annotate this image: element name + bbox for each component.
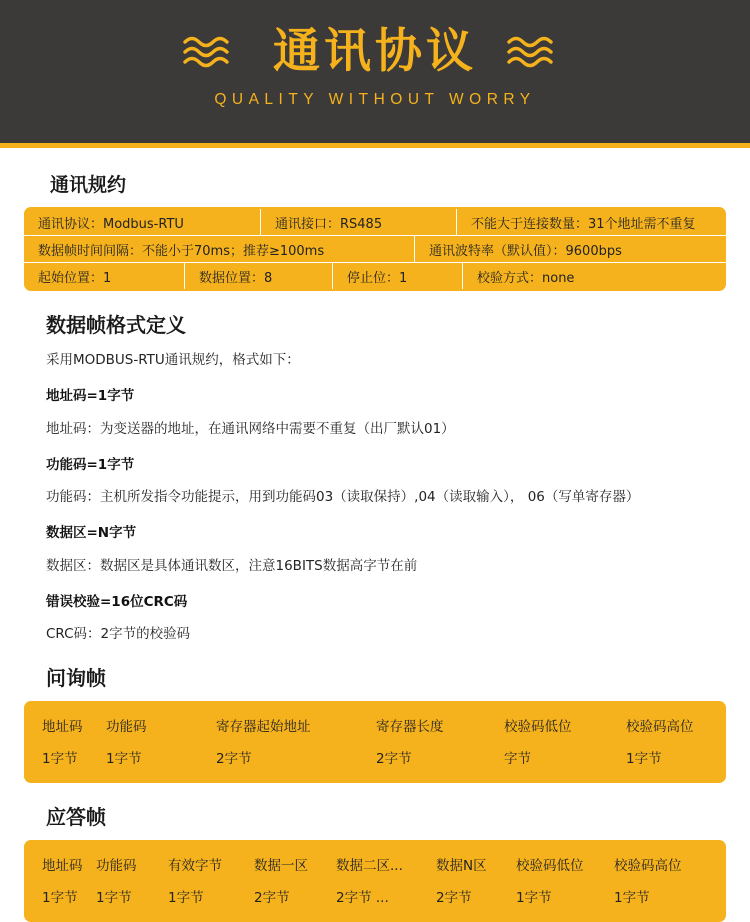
query-value-crc-high: 1字节 [626,751,662,768]
function-code-heading: 功能码=1字节 [46,456,135,473]
spec-cell-data-bit: 数据位置：8 [184,263,332,289]
wave-left-icon [183,35,243,69]
answer-frame-header-row [24,850,726,878]
page-subtitle: QUALITY WITHOUT WORRY [214,91,536,108]
answer-value-crc-high: 1字节 [614,890,650,907]
banner-content [0,24,750,109]
address-code-heading: 地址码=1字节 [46,388,135,405]
answer-frame-value-row [24,878,726,910]
query-frame-table [24,701,726,783]
banner-accent-bar [0,143,750,148]
spec-cell-start-bit: 起始位置：1 [38,270,112,286]
query-value-function: 1字节 [106,751,142,768]
spec-cell-stop-bit: 停止位：1 [332,263,462,289]
answer-value-function: 1字节 [96,890,132,907]
spec-table-row [24,262,726,289]
banner-title-row [183,24,567,79]
query-frame-header-row [24,711,726,739]
spec-cell-connections: 不能大于连接数量：31个地址需不重复 [456,209,726,235]
section-title-spec: 通讯规约 [50,174,127,196]
section-title-answer-frame: 应答帧 [46,805,106,830]
spec-cell-interface: 通讯接口：RS485 [260,209,456,235]
answer-value-data-n: 2字节 [436,890,472,907]
answer-value-address: 1字节 [42,890,78,907]
spec-cell-baudrate: 通讯波特率（默认值）：9600bps [414,236,726,262]
answer-header-valid-bytes: 有效字节 [168,858,222,875]
address-code-text: 地址码：为变送器的地址，在通讯网络中需要不重复（出厂默认01） [46,420,455,437]
frame-intro-text: 采用MODBUS-RTU通讯规约，格式如下： [46,352,300,368]
page-title: 通讯协议 [273,24,477,79]
answer-value-crc-low: 1字节 [516,890,552,907]
crc-heading: 错误校验=16位CRC码 [46,593,188,610]
section-title-query-frame: 问询帧 [46,666,106,691]
data-area-heading: 数据区=N字节 [46,525,137,542]
query-header-function: 功能码 [106,719,147,736]
answer-header-function: 功能码 [96,858,137,875]
answer-header-data-n: 数据N区 [436,858,487,875]
page-banner [0,0,750,148]
query-header-crc-low: 校验码低位 [504,719,572,736]
spec-table [24,207,726,291]
answer-header-address: 地址码 [42,858,83,875]
spec-table-row [24,209,726,235]
data-area-text: 数据区：数据区是具体通讯数区，注意16BITS数据高字节在前 [46,557,418,574]
query-frame-value-row [24,739,726,771]
answer-value-valid-bytes: 1字节 [168,890,204,907]
answer-frame-table [24,840,726,922]
query-header-register-start: 寄存器起始地址 [216,719,311,736]
query-value-register-start: 2字节 [216,751,252,768]
spec-cell-protocol: 通讯协议：Modbus-RTU [38,216,184,232]
section-title-frame-definition: 数据帧格式定义 [46,313,186,337]
spec-cell-parity: 校验方式：none [462,263,726,289]
crc-text: CRC码：2字节的校验码 [46,626,191,642]
query-header-register-length: 寄存器长度 [376,719,444,736]
wave-right-icon [507,35,567,69]
answer-header-data-1: 数据一区 [254,858,308,875]
answer-value-data-1: 2字节 [254,890,290,907]
function-code-text: 功能码：主机所发指令功能提示，用到功能码03（读取保持）,04（读取输入）， 06（写单寄存器） [46,489,640,505]
spec-table-row [24,235,726,262]
answer-header-data-2: 数据二区... [336,858,403,875]
answer-header-crc-high: 校验码高位 [614,858,682,875]
query-header-address: 地址码 [42,719,83,736]
query-value-register-length: 2字节 [376,751,412,768]
frame-definition-block [24,350,726,644]
answer-header-crc-low: 校验码低位 [516,858,584,875]
query-value-address: 1字节 [42,751,78,768]
spec-cell-frame-interval: 数据帧时间间隔：不能小于70ms；推荐≥100ms [38,243,325,259]
query-header-crc-high: 校验码高位 [626,719,694,736]
query-value-crc-low: 字节 [504,751,531,768]
document-content [0,170,750,922]
answer-value-data-2: 2字节 ... [336,890,389,907]
